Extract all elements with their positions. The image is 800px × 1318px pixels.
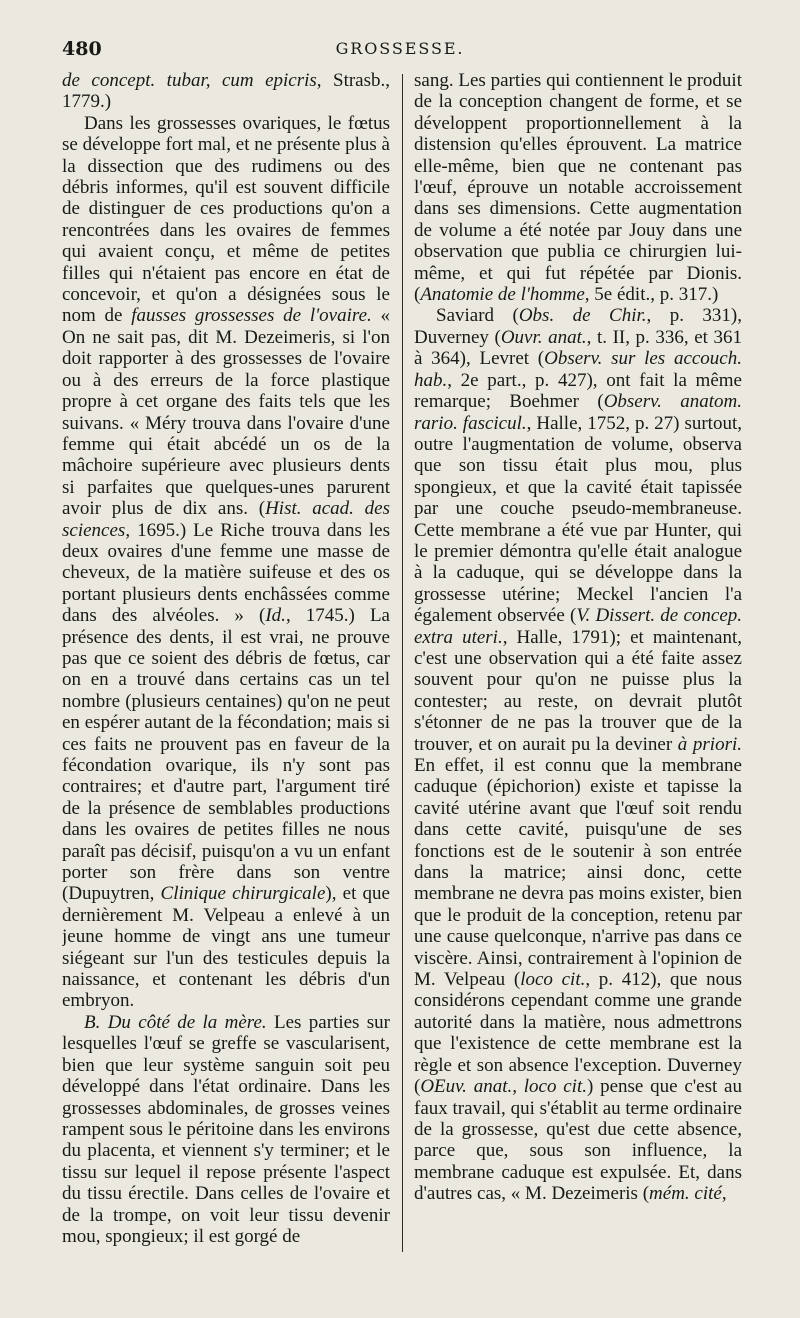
text-run: Saviard ( bbox=[436, 305, 519, 327]
text-run: , 1745.) La présence des dents, il est vrai, ne prouve pas que ce soient des débris de fœtus, car on en a trouvé dans certains cas un tel nombre (plusieurs centaines) qu'on ne peut en espérer autant de la fécondation; mais si ces faits ne prouvent pas en faveur de la fécondation ovarique, ils n'y sont pas contraires; et d'autre part, l'argument tiré de la présence de semblables productions dans les ovaires de petites filles ne nous paraît pas décisif, puisqu'on a vu un enfant porter son frère dans son ventre (Dupuytren, bbox=[62, 605, 390, 905]
text-run: Les parties sur lesquelles l'œuf se greffe se vascularisent, bien que leur système sanguin soit peu développé dans l'état ordinaire. Dans les grossesses abdominales, de grosses veines rampent sous le péritoine dans les environs du placenta, et viennent s'y terminer; et le tissu sur lequel il repose présente l'aspect du tissu érectile. Dans celles de l'ovaire et de la trompe, on voit leur tissu devenir mou, spongieux; il est gorgé de bbox=[62, 1011, 390, 1247]
text-run: ), et que dernièrement M. Velpeau a enlevé à un jeune homme de vingt ans une tumeur siégeant sur l'un des testicules depuis la naissance, et contenant les débris d'un embryon. bbox=[62, 883, 390, 1012]
paragraph bbox=[414, 70, 742, 305]
italic-text-run: à priori. bbox=[677, 733, 742, 755]
paragraph bbox=[414, 305, 742, 1204]
text-run: , Strasb., 1779.) bbox=[62, 70, 390, 113]
text-run: sang. Les parties qui contiennent le produit de la conception changent de forme, et se développent proportionnellement à la distension qu'elles éprouvent. La matrice elle-même, bien que ne contenant pas l'œuf, éprouve un notable accroissement dans ses dimensions. Cette augmentation de volume a été notée par Jouy dans une observation que publia ce chirurgien lui-même, et qui fut répétée par Dionis. ( bbox=[414, 70, 742, 306]
page-header bbox=[62, 38, 738, 68]
italic-text-run: Clinique chirurgicale bbox=[160, 883, 326, 905]
text-run: En effet, il est connu que la membrane caduque (épichorion) existe et tapisse la cavité utérine avant que l'œuf soit rendu dans cette cavité, puisqu'une de ses fonctions est de le soutenir à son entrée dans la matrice; ainsi donc, cette membrane ne devra pas moins exister, bien que le produit de la conception, retenu par une cause quelconque, n'arrive pas dans ce viscère. Ainsi, contrairement à l'opinion de M. Velpeau ( bbox=[414, 755, 742, 991]
italic-text-run: Obs. de Chir. bbox=[518, 305, 647, 327]
italic-text-run: Observ. sur les accouch. hab. bbox=[414, 348, 742, 391]
paragraph bbox=[62, 70, 390, 113]
text-run: , 5e édit., p. 317.) bbox=[584, 284, 719, 306]
italic-text-run: Observ. anatom. rario. fascicul. bbox=[414, 391, 742, 434]
italic-text-run: OEuv. anat., loco cit. bbox=[420, 1076, 587, 1098]
italic-text-run: Anatomie de l'homme bbox=[420, 284, 585, 306]
text-run: , Halle, 1752, p. 27) surtout, outre l'augmentation de volume, observa que son tissu était plus mou, plus spongieux, et que la cavité était tapissée par une couche pseudo-membraneuse. Cette membrane a été vue par Hunter, qui le premier démontra qu'elle était analogue à la caduque, qui se développe dans la grossesse utérine; Meckel l'ancien l'a également observée ( bbox=[414, 412, 742, 627]
paragraph bbox=[62, 1012, 390, 1247]
italic-text-run: Hist. acad. des sciences bbox=[62, 498, 390, 541]
text-run: , 1695.) Le Riche trouva dans les deux ovaires d'une femme une masse de cheveux, de la matière suifeuse et des os portant plusieurs dents enchâssées comme dans des alvéoles. » ( bbox=[62, 519, 390, 627]
text-run: , p. 412), que nous considérons cependant comme une grande autorité dans la matière, nous admettrons que l'existence de cette membrane est la règle et son absence l'exception. Duverney ( bbox=[414, 969, 742, 1098]
italic-text-run: B. Du côté de la mère. bbox=[84, 1011, 267, 1033]
italic-text-run: Ouvr. anat. bbox=[500, 326, 587, 348]
italic-text-run: V. Dissert. de concep. extra uteri. bbox=[414, 605, 742, 648]
italic-text-run: de concept. tubar, cum epicris bbox=[62, 70, 317, 91]
text-run: , bbox=[721, 1183, 727, 1205]
column-divider bbox=[402, 74, 403, 1252]
right-text-column bbox=[414, 70, 742, 1270]
text-run: , p. 331), Duverney ( bbox=[414, 305, 742, 348]
text-run: Dans les grossesses ovariques, le fœtus se développe fort mal, et ne présente plus à la dissection que des rudimens ou des débris informes, qu'il est souvent difficile de distinguer de ces productions qu'on a rencontrées dans les ovaires de femmes qui avaient conçu, et même de petites filles qui n'étaient pas encore en état de concevoir, et qu'on a désignées sous le nom de bbox=[62, 112, 390, 327]
text-run: , t. II, p. 336, et 361 à 364), Levret ( bbox=[414, 326, 742, 370]
text-run: , 2e part., p. 427), ont fait la même remarque; Boehmer ( bbox=[414, 369, 742, 413]
italic-text-run: mém. cité bbox=[649, 1183, 722, 1205]
page-number: 480 bbox=[62, 38, 102, 60]
running-title: GROSSESSE. bbox=[335, 39, 465, 58]
paragraph bbox=[62, 113, 390, 1012]
left-text-column bbox=[62, 70, 390, 1270]
italic-text-run: Id. bbox=[265, 605, 286, 627]
italic-text-run: fausses grossesses de l'ovaire. bbox=[131, 305, 372, 327]
italic-text-run: loco cit. bbox=[520, 969, 586, 991]
text-run: ) pense que c'est au faux travail, qui s'établit au terme ordinaire de la grossesse, qu'est due cette absence, parce que, sous son influence, la membrane caduque est expulsée. Et, dans d'autres cas, « M. Dezeimeris ( bbox=[414, 1076, 742, 1205]
text-run: « On ne sait pas, dit M. Dezeimeris, si l'on doit rapporter à des grossesses de l'ovaire ou à des erreurs de la force plastique propre à cet organe des faits tels que les suivans. « Méry trouva dans l'ovaire d'une femme qui était abcédé un os de la mâchoire supérieure avec plusieurs dents si parfaites que quelques-unes parurent avoir plus de dix ans. ( bbox=[62, 305, 390, 520]
text-run: , Halle, 1791); et maintenant, c'est une observation qui a été faite assez souvent pour qu'on ne puisse plus la contester; au reste, on devrait plutôt s'étonner de ne pas la trouver que de la trouver, et on aurait pu la deviner bbox=[414, 626, 742, 755]
